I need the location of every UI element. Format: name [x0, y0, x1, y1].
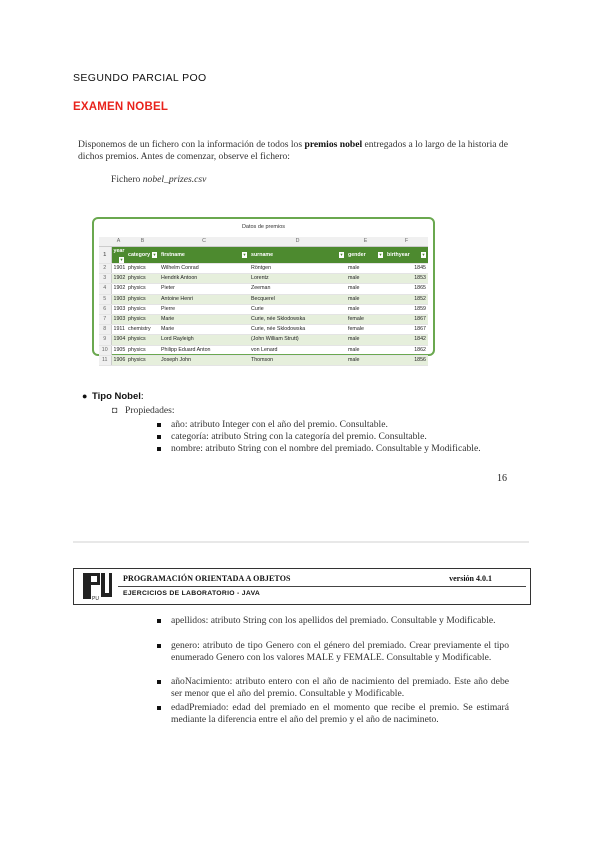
row-number: 9: [99, 335, 111, 345]
intro-text-1: Disponemos de un fichero con la información de todos los: [78, 139, 305, 150]
column-header[interactable]: [249, 247, 346, 264]
column-header[interactable]: [159, 247, 249, 264]
cell-gender[interactable]: female: [346, 314, 385, 324]
cell-year[interactable]: 1911: [111, 325, 126, 335]
bullet-square-icon: [157, 435, 161, 439]
intro-bold: premios nobel: [304, 139, 363, 150]
cell-birthyear[interactable]: 1862: [385, 345, 428, 355]
cell-year[interactable]: 1901: [111, 264, 126, 274]
table-row: [99, 345, 428, 355]
cell-gender[interactable]: male: [346, 345, 385, 355]
university-logo-icon: [80, 571, 113, 602]
cell-category[interactable]: physics: [126, 294, 159, 304]
logo-text: PU: [92, 596, 99, 602]
row-number: 11: [99, 355, 111, 365]
cell-surname[interactable]: Curie: [249, 304, 346, 314]
cell-category[interactable]: physics: [126, 314, 159, 324]
column-letter: C: [159, 237, 249, 247]
filter-dropdown-icon[interactable]: ▼: [378, 251, 383, 257]
property-item: [171, 443, 509, 455]
property-text: categoría: atributo String con la categoría del premio. Consultable.: [171, 431, 427, 442]
property-item: [171, 702, 509, 726]
tipo-nobel-colon: :: [140, 391, 144, 402]
column-letters-row: [99, 237, 428, 247]
file-name: nobel_prizes.csv: [142, 174, 207, 185]
table-row: [99, 274, 428, 284]
column-header-label: gender: [348, 251, 366, 258]
bullet-square-icon: [157, 619, 161, 623]
file-prefix: Fichero: [111, 174, 143, 185]
table-row: [99, 284, 428, 294]
property-item: [171, 615, 509, 627]
cell-year[interactable]: 1902: [111, 284, 126, 294]
course-title: PROGRAMACIÓN ORIENTADA A OBJETOS: [123, 574, 291, 583]
cell-gender[interactable]: male: [346, 294, 385, 304]
cell-birthyear[interactable]: 1867: [385, 325, 428, 335]
property-item: [171, 676, 509, 700]
property-text: apellidos: atributo String con los apellidos del premiado. Consultable y Modificable.: [171, 615, 496, 626]
bullet-square-outline-icon: ◘: [112, 405, 118, 415]
column-letter: A: [111, 237, 126, 247]
cell-gender[interactable]: male: [346, 264, 385, 274]
cell-surname[interactable]: Curie, née Sklodowska: [249, 325, 346, 335]
property-item: [171, 431, 509, 443]
filter-dropdown-icon[interactable]: ▼: [242, 251, 247, 257]
bullet-square-icon: [157, 680, 161, 684]
filter-dropdown-icon[interactable]: ▼: [152, 251, 157, 257]
version-label: versión 4.0.1: [449, 574, 492, 583]
cell-surname[interactable]: Lorentz: [249, 274, 346, 284]
filter-dropdown-icon[interactable]: ▼: [119, 257, 124, 262]
row-number: 8: [99, 325, 111, 335]
cell-year[interactable]: 1903: [111, 304, 126, 314]
cell-gender[interactable]: male: [346, 355, 385, 365]
cell-birthyear[interactable]: 1853: [385, 274, 428, 284]
page-header: [73, 568, 531, 605]
table-row: [99, 355, 428, 365]
row-number: 4: [99, 284, 111, 294]
cell-year[interactable]: 1906: [111, 355, 126, 365]
column-letter: E: [346, 237, 385, 247]
page-divider: [73, 541, 529, 543]
column-header[interactable]: [126, 247, 159, 264]
property-text: añoNacimiento: atributo entero con el año de nacimiento del premiado. Este año debe ser menor que el año del premio. Consultable y Modificable.: [171, 676, 509, 699]
cell-year[interactable]: 1903: [111, 294, 126, 304]
intro-text-2: entregados a lo largo de la historia de dichos premios. Antes de comenzar, observe el fichero:: [78, 139, 508, 162]
row-number: 1: [99, 247, 111, 264]
cell-category[interactable]: chemistry: [126, 325, 159, 335]
property-text: año: atributo Integer con el año del premio. Consultable.: [171, 419, 388, 430]
intro-paragraph: [78, 139, 508, 163]
bullet-square-icon: [157, 423, 161, 427]
property-item: [171, 419, 509, 431]
cell-birthyear[interactable]: 1859: [385, 304, 428, 314]
table-row: [99, 314, 428, 324]
row-number: 5: [99, 294, 111, 304]
column-letter: F: [385, 237, 428, 247]
spreadsheet-figure: [92, 217, 435, 363]
column-header-label: firstname: [161, 251, 185, 258]
cell-category[interactable]: physics: [126, 264, 159, 274]
cell-category[interactable]: physics: [126, 355, 159, 365]
spreadsheet-caption: Datos de premios: [241, 224, 286, 230]
column-header-label: surname: [251, 251, 274, 258]
column-header-label: year: [113, 248, 125, 254]
row-number: 6: [99, 304, 111, 314]
cell-year[interactable]: 1902: [111, 274, 126, 284]
cell-category[interactable]: physics: [126, 284, 159, 294]
column-header[interactable]: [346, 247, 385, 264]
column-letter: D: [249, 237, 346, 247]
cell-birthyear[interactable]: 1856: [385, 355, 428, 365]
property-text: edadPremiado: edad del premiado en el momento que recibe el premio. Se estimará mediante la diferencia entre el año del premio y el año de nacimineto.: [171, 702, 509, 725]
table-row: [99, 294, 428, 304]
cell-firstname[interactable]: Antoine Henri: [159, 294, 249, 304]
cell-firstname[interactable]: Pierre: [159, 304, 249, 314]
tipo-nobel-bullet: [82, 391, 144, 402]
cell-firstname[interactable]: Marie: [159, 314, 249, 324]
column-letter: B: [126, 237, 159, 247]
properties-label: [112, 405, 175, 416]
property-text: nombre: atributo String con el nombre del premiado. Consultable y Modificable.: [171, 443, 481, 454]
column-header[interactable]: [385, 247, 428, 264]
table-row: [99, 325, 428, 335]
bullet-dot-icon: ●: [82, 391, 88, 401]
column-header[interactable]: [111, 247, 126, 264]
cell-gender[interactable]: male: [346, 335, 385, 345]
column-header-label: category: [128, 251, 151, 258]
table-row: [99, 304, 428, 314]
header-row: [99, 247, 428, 264]
section-title: SEGUNDO PARCIAL POO: [73, 72, 207, 84]
bullet-square-icon: [157, 644, 161, 648]
bullet-square-icon: [157, 447, 161, 451]
cell-firstname[interactable]: Hendrik Antoon: [159, 274, 249, 284]
property-text: genero: atributo de tipo Genero con el género del premiado. Crear previamente el tipo enumerado Genero con los valores MALE y FEMALE. Consultable y Modificable.: [171, 640, 509, 663]
row-number: 2: [99, 264, 111, 274]
row-number: 7: [99, 314, 111, 324]
exam-title: EXAMEN NOBEL: [73, 101, 169, 113]
cell-surname[interactable]: Thomson: [249, 355, 346, 365]
properties-label-text: Propiedades:: [125, 405, 175, 416]
cell-surname[interactable]: Curie, née Sklodowska: [249, 314, 346, 324]
row-number: 10: [99, 345, 111, 355]
cell-firstname[interactable]: Joseph John: [159, 355, 249, 365]
cell-category[interactable]: physics: [126, 335, 159, 345]
course-subtitle: EJERCICIOS DE LABORATORIO - JAVA: [123, 590, 261, 597]
property-item: [171, 640, 509, 664]
filter-dropdown-icon[interactable]: ▼: [421, 251, 426, 257]
column-letter: [99, 237, 111, 247]
header-rule: [118, 586, 526, 587]
cell-firstname[interactable]: Philipp Eduard Anton: [159, 345, 249, 355]
bullet-square-icon: [157, 706, 161, 710]
cell-category[interactable]: physics: [126, 304, 159, 314]
cell-firstname[interactable]: Pieter: [159, 284, 249, 294]
column-header-label: birthyear: [387, 251, 410, 258]
cell-birthyear[interactable]: 1842: [385, 335, 428, 345]
cell-surname[interactable]: (John William Strutt): [249, 335, 346, 345]
cell-gender[interactable]: male: [346, 274, 385, 284]
cell-birthyear[interactable]: 1852: [385, 294, 428, 304]
row-number: 3: [99, 274, 111, 284]
cell-gender[interactable]: male: [346, 304, 385, 314]
cell-surname[interactable]: Becquerel: [249, 294, 346, 304]
cell-category[interactable]: physics: [126, 274, 159, 284]
cell-firstname[interactable]: Marie: [159, 325, 249, 335]
table-row: [99, 264, 428, 274]
cell-birthyear[interactable]: 1865: [385, 284, 428, 294]
page-number: 16: [497, 473, 507, 484]
file-line: [111, 174, 206, 185]
cell-year[interactable]: 1904: [111, 335, 126, 345]
cell-year[interactable]: 1905: [111, 345, 126, 355]
table-row: [99, 335, 428, 345]
cell-firstname[interactable]: Wilhelm Conrad: [159, 264, 249, 274]
cell-firstname[interactable]: Lord Rayleigh: [159, 335, 249, 345]
filter-dropdown-icon[interactable]: ▼: [339, 251, 344, 257]
tipo-nobel-title: Tipo Nobel: [92, 391, 141, 402]
cell-gender[interactable]: female: [346, 325, 385, 335]
cell-year[interactable]: 1903: [111, 314, 126, 324]
cell-surname[interactable]: von Lenard: [249, 345, 346, 355]
cell-birthyear[interactable]: 1845: [385, 264, 428, 274]
cell-surname[interactable]: Zeeman: [249, 284, 346, 294]
spreadsheet-table: [99, 237, 428, 366]
cell-gender[interactable]: male: [346, 284, 385, 294]
cell-birthyear[interactable]: 1867: [385, 314, 428, 324]
cell-category[interactable]: physics: [126, 345, 159, 355]
cell-surname[interactable]: Röntgen: [249, 264, 346, 274]
